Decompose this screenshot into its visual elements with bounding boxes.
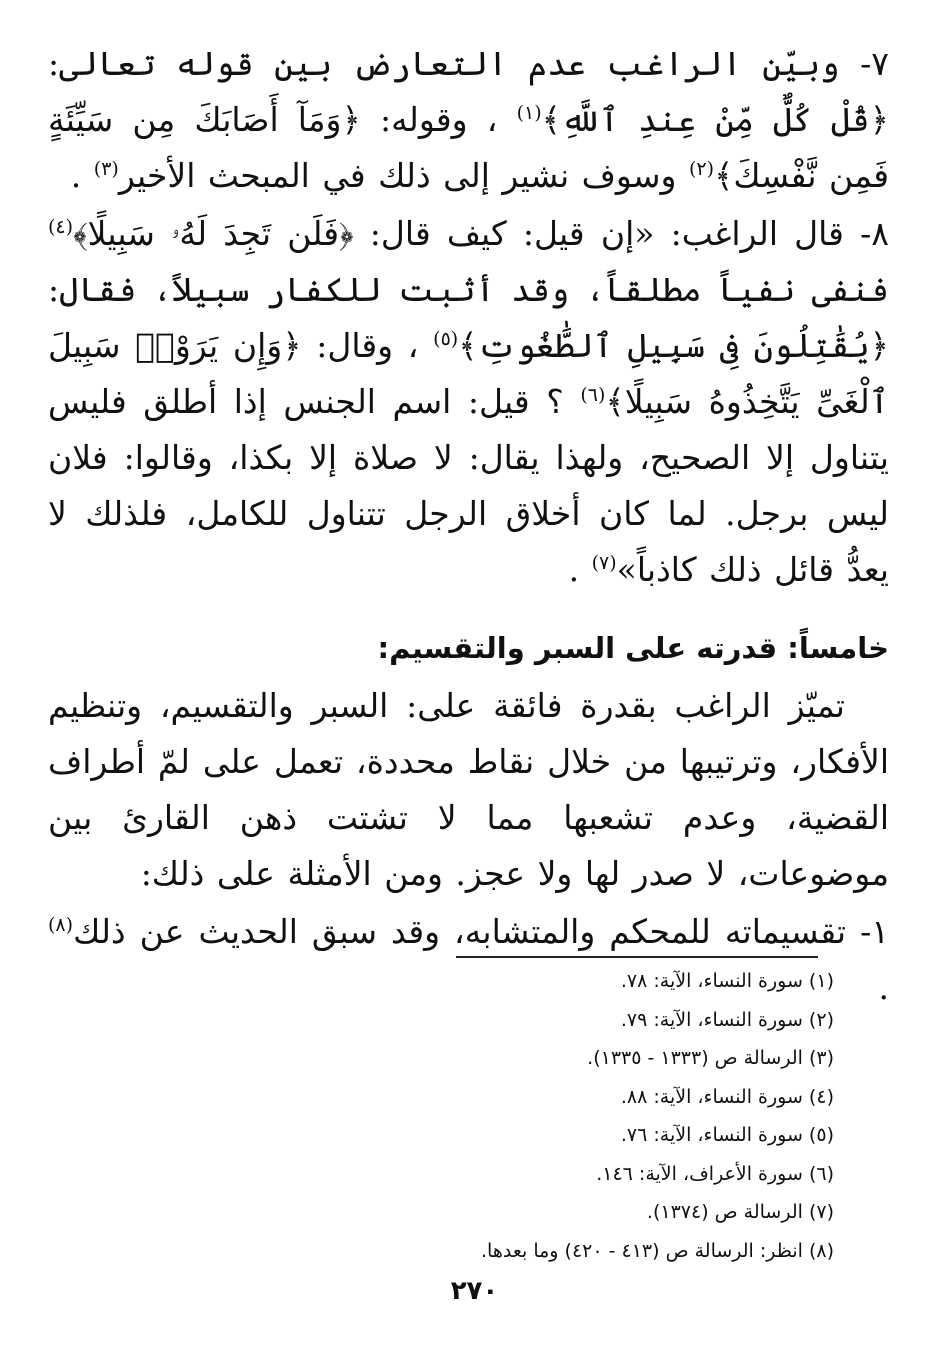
paragraph-text: ؟ قيل: اسم الجنس إذا أطلق فليس يتناول إلا الصحيح، ولهذا يقال: لا صلاة إلا بكذا، وقالوا: فلان ليس برجل. لما كان أخلاق الرجل تتناول للكامل، فلذلك لا يعدُّ قائل ذلك كاذباً» — [48, 382, 889, 589]
sentence-end: . — [878, 968, 889, 1007]
sentence-end: . — [568, 550, 580, 589]
section-heading: خامساً: قدرته على السبر والتقسيم: — [377, 631, 889, 665]
page-number: ٢٧٠ — [450, 1276, 499, 1306]
footnote-divider — [456, 956, 818, 958]
paragraph-text: ٧- وبيّن الراغب عدم التعارض بين قوله تعالى: ﴿قُلْ كُلٌّ مِّنْ عِندِ ٱللَّهِ﴾ — [48, 44, 889, 139]
paragraph-text: فنفى نفياً مطلقاً، وقد أثبت للكفار سبيلاً، فقال: ﴿يُقَٰتِلُونَ فِى سَبِيلِ ٱلطَّٰغُوتِ﴾ — [48, 270, 889, 365]
footnote-ref: (١) — [516, 102, 542, 124]
footnote-item: (٤) سورة النساء، الآية: ٨٨. — [620, 1085, 834, 1108]
footnote-ref: (٥) — [433, 328, 459, 350]
footnote-ref: (٧) — [591, 552, 617, 574]
footnote-ref: (٣) — [93, 158, 119, 180]
paragraph-text: ٨- قال الراغب: «إن قيل: كيف قال: ﴿فَلَن تَجِدَ لَهُۥ سَبِيلًا﴾ — [73, 214, 889, 253]
footnote-item: (٢) سورة النساء، الآية: ٧٩. — [620, 1008, 834, 1031]
footnote-item: (٧) الرسالة ص (١٣٧٤). — [646, 1201, 834, 1223]
paragraph-item-8 — [48, 206, 889, 598]
footnote-item: (١) سورة النساء، الآية: ٧٨. — [620, 970, 834, 992]
sentence-end: . — [70, 156, 82, 195]
paragraph-text: وسوف نشير إلى ذلك في المبحث الأخير — [118, 156, 677, 195]
main-text — [48, 36, 889, 1016]
paragraph-text: ، وقوله: ﴿وَمَآ أَصَابَكَ مِن سَيِّئَةٍ فَمِن نَّفْسِكَ﴾ — [48, 100, 889, 195]
footnote-item: (٥) سورة النساء، الآية: ٧٦. — [620, 1124, 834, 1146]
footnote-ref: (٤) — [48, 216, 74, 238]
footnote-item: (٣) الرسالة ص (١٣٣٣ - ١٣٣٥). — [587, 1047, 834, 1069]
footnote-ref: (٦) — [580, 384, 606, 406]
footnote-item: (٨) انظر: الرسالة ص (٤١٣ - ٤٢٠) وما بعدها. — [481, 1239, 834, 1262]
footnote-ref: (٨) — [48, 914, 74, 936]
paragraph-item-7 — [48, 36, 889, 204]
footnotes-list — [274, 962, 834, 1270]
paragraph-text: تميّز الراغب بقدرة فائقة على: السبر والتقسيم، وتنظيم الأفكار، وترتيبها من خلال نقاط محددة، تعمل على لمّ أطراف القضية، وعدم تشعبها مما لا تشتت ذهن القارئ بين موضوعات، لا صدر لها ولا عجز. ومن الأمثلة على ذلك: — [48, 686, 889, 893]
paragraph-text: ، وقال: ﴿وَإِن يَرَوْا۟ سَبِيلَ ٱلْغَىِّ يَتَّخِذُوهُ سَبِيلًا﴾ — [48, 326, 889, 421]
paragraph-intro — [48, 678, 889, 902]
footnote-item: (٦) سورة الأعراف، الآية: ١٤٦. — [596, 1162, 834, 1185]
footnote-ref: (٢) — [689, 158, 715, 180]
paragraph-text: ١- تقسيماته للمحكم والمتشابه، وقد سبق الحديث عن ذلك — [73, 912, 889, 951]
